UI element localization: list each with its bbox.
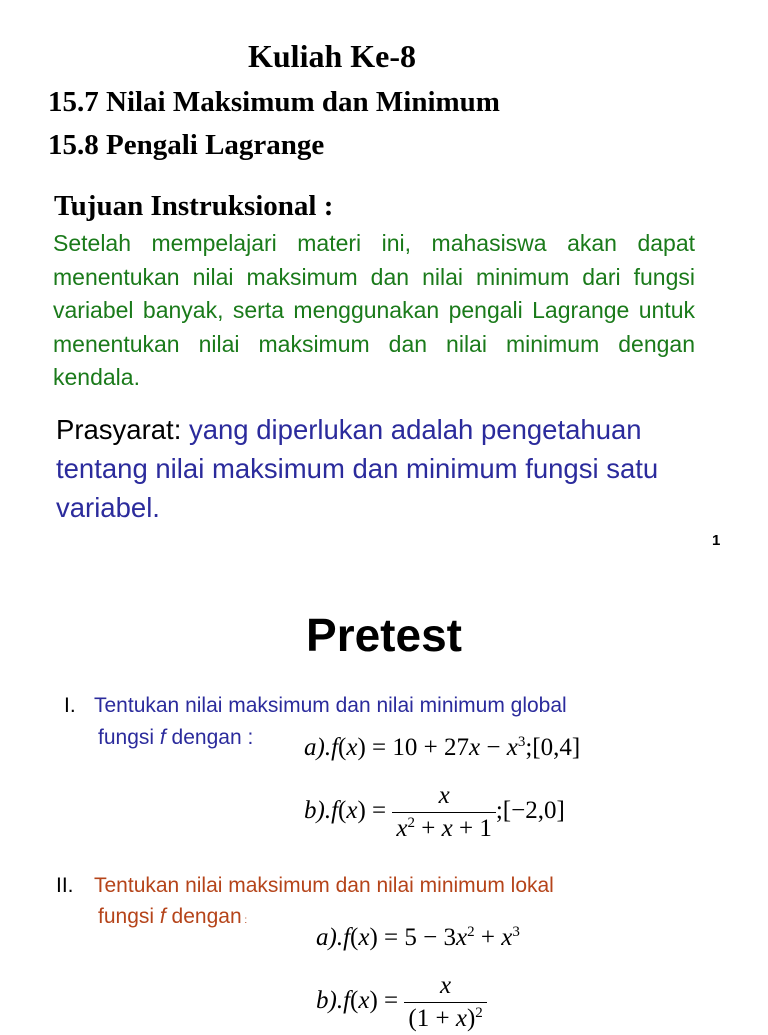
question-2a-formula: $a).f(x) = 5 - 3x^2 + x^3$ — [316, 924, 520, 951]
question-1-number: I. — [64, 694, 76, 717]
lecture-title: Kuliah Ke-8 — [247, 38, 416, 74]
question-1b-formula: b).f(x) = $\frac{x}{x^2 + x + 1}$ ;[−2,0] — [304, 782, 565, 842]
question-2b-formula: b).f(x) = $\frac{x}{(1 + x)^2}$ — [316, 970, 487, 1035]
question-2-text-line2: fungsi f dengan : — [98, 905, 248, 928]
section-heading-15-7: 15.7 Nilai Maksimum dan Minimum — [48, 86, 500, 118]
question-2-number: II. — [56, 874, 74, 897]
pretest-title: Pretest — [306, 609, 462, 661]
section-heading-15-8: 15.8 Pengali Lagrange — [48, 129, 325, 161]
objective-text: Setelah mempelajari materi ini, mahasiswa akan dapat menentukan nilai maksimum dan nilai minimum dari fungsi variabel banyak, serta menggunakan pengali Lagrange untuk menentukan nilai maksimum dan nilai minimum dengan kendala. — [53, 230, 695, 390]
objective-label: Tujuan Instruksional : — [54, 190, 334, 222]
prerequisite-block: Prasyarat: yang diperlukan adalah pengetahuan tentang nilai maksimum dan minimum fungsi satu variabel. — [56, 414, 659, 523]
question-1a-formula: $a).f(x) = 10 + 27x - x^3;[0,4]$ — [304, 734, 581, 761]
question-1-text: Tentukan nilai maksimum dan nilai minimum global — [94, 694, 567, 717]
page-number: 1 — [712, 532, 721, 549]
question-2-text: Tentukan nilai maksimum dan nilai minimum lokal — [94, 874, 554, 897]
prerequisite-label: Prasyarat — [56, 414, 174, 445]
question-1-text-line2: fungsi f dengan : — [98, 726, 254, 749]
prerequisite-text: yang diperlukan adalah pengetahuan tentang nilai maksimum dan minimum fungsi satu variabel. — [56, 414, 659, 523]
